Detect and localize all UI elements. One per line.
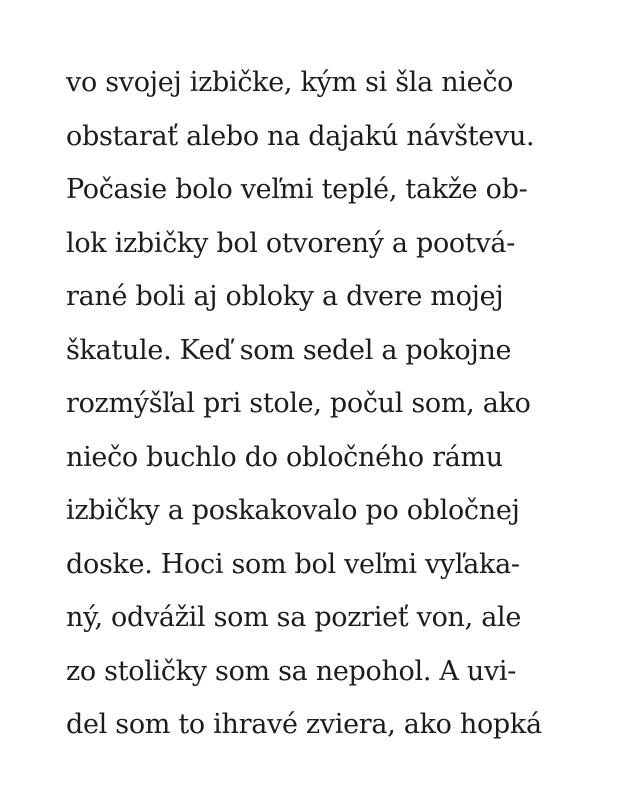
text-line: rané boli aj obloky a dvere mojej xyxy=(66,281,504,312)
text-line: rozmýšľal pri stole, počul som, ako xyxy=(66,388,531,419)
text-line: del som to ihravé zviera, ako hopká xyxy=(66,709,542,740)
text-line: ný, odvážil som sa pozrieť von, ale xyxy=(66,602,522,633)
text-line: vo svojej izbičke, kým si šla niečo xyxy=(66,67,514,98)
text-line: zo stoličky som sa nepohol. A uvi- xyxy=(66,655,517,687)
text-line: lok izbičky bol otvorený a pootvá- xyxy=(66,227,516,259)
body-text xyxy=(66,56,586,752)
text-line: škatule. Keď som sedel a pokojne xyxy=(66,334,512,366)
text-line: doske. Hoci som bol veľmi vyľaka- xyxy=(66,548,520,580)
text-line: izbičky a poskakovalo po obločnej xyxy=(66,495,520,526)
text-line: obstarať alebo na dajakú návštevu. xyxy=(66,120,535,152)
text-line: niečo buchlo do obločného rámu xyxy=(66,441,503,473)
text-line: Počasie bolo veľmi teplé, takže ob- xyxy=(66,174,528,205)
